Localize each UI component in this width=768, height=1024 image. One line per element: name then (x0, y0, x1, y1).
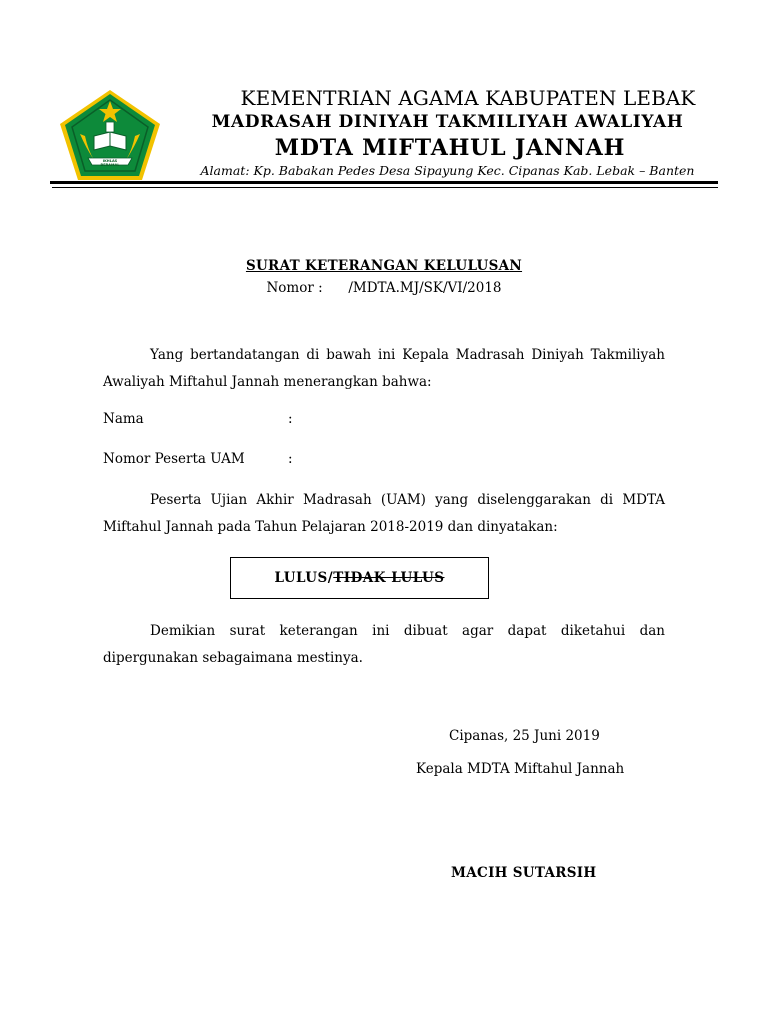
result-box (230, 557, 489, 599)
document-number: Nomor : /MDTA.MJ/SK/VI/2018 (266, 280, 502, 296)
letterhead-ministry: KEMENTRIAN AGAMA KABUPATEN LEBAK (240, 86, 696, 110)
letterhead-school-name: MDTA MIFTAHUL JANNAH (274, 135, 626, 161)
result-fail-struck: TIDAK LULUS (333, 570, 445, 586)
opening-paragraph: Yang bertandatangan di bawah ini Kepala Madrasah Diniyah Takmiliyah Awaliyah Miftahul Jannah menerangkan bahwa: (103, 347, 665, 390)
letterhead-address: Alamat: Kp. Babakan Pedes Desa Sipayung Kec. Cipanas Kab. Lebak – Banten (200, 163, 695, 178)
signatory-name: MACIH SUTARSIH (451, 865, 597, 881)
signature-place-date: Cipanas, 25 Juni 2019 (449, 728, 600, 744)
name-field-label: Nama (103, 411, 144, 427)
letterhead-school-type: MADRASAH DINIYAH TAKMILIYAH AWALIYAH (211, 112, 684, 132)
name-field-colon: : (288, 411, 293, 427)
closing-paragraph: Demikian surat keterangan ini dibuat agar dapat diketahui dan dipergunakan sebagaimana mestinya. (103, 623, 665, 666)
ministry-logo (58, 88, 162, 182)
letterhead-divider-thin (52, 187, 718, 188)
participant-number-colon: : (288, 451, 293, 467)
document-title: SURAT KETERANGAN KELULUSAN (245, 258, 523, 274)
exam-paragraph: Peserta Ujian Akhir Madrasah (UAM) yang diselenggarakan di MDTA Miftahul Jannah pada Tahun Pelajaran 2018-2019 dan dinyatakan: (103, 492, 665, 535)
signature-position: Kepala MDTA Miftahul Jannah (416, 761, 625, 777)
result-pass: LULUS/ (274, 570, 334, 586)
participant-number-label: Nomor Peserta UAM (103, 451, 245, 467)
letterhead-divider-thick (50, 181, 718, 184)
ministry-emblem-icon (58, 88, 162, 182)
logo-motto: IKHLAS BERAMAL (100, 159, 120, 167)
